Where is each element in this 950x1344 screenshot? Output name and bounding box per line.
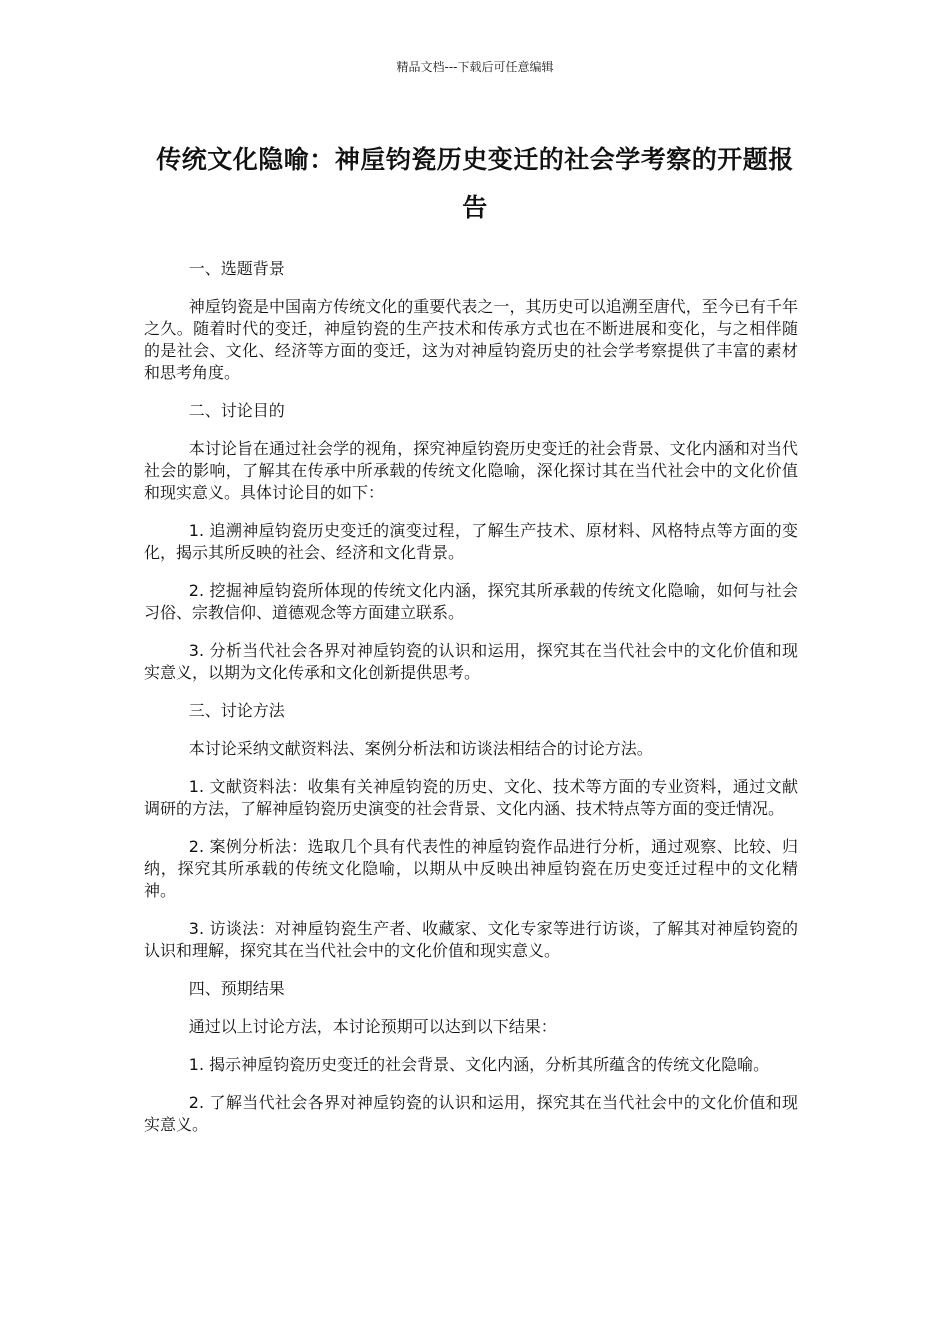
section-heading-background: 一、选题背景: [188, 259, 285, 278]
paragraph: 本讨论采纳文献资料法、案例分析法和访谈法相结合的讨论方法。: [188, 739, 653, 758]
header-note: 精品文档---下载后可任意编辑: [396, 60, 554, 74]
section-heading-method: 三、讨论方法: [188, 701, 285, 720]
section-heading-expected-results: 四、预期结果: [188, 979, 285, 998]
paragraph: 本讨论旨在通过社会学的视角，探究神垕钧瓷历史变迁的社会背景、文化内涵和对当代社会的影响，了解其在传承中所承载的传统文化隐喻，深化探讨其在当代社会中的文化价值和现实意义。具体讨论目的如下：: [144, 439, 798, 502]
section-heading-purpose: 二、讨论目的: [188, 401, 285, 420]
list-item: 1. 追溯神垕钧瓷历史变迁的演变过程，了解生产技术、原材料、风格特点等方面的变化，揭示其所反映的社会、经济和文化背景。: [144, 521, 798, 562]
paragraph: 神垕钧瓷是中国南方传统文化的重要代表之一，其历史可以追溯至唐代，至今已有千年之久。随着时代的变迁，神垕钧瓷的生产技术和传承方式也在不断进展和变化，与之相伴随的是社会、文化、经济等方面的变迁，这为对神垕钧瓷历史的社会学考察提供了丰富的素材和思考角度。: [144, 297, 798, 382]
paragraph: 通过以上讨论方法，本讨论预期可以达到以下结果：: [188, 1017, 557, 1036]
list-item: 1. 揭示神垕钧瓷历史变迁的社会背景、文化内涵，分析其所蕴含的传统文化隐喻。: [188, 1055, 770, 1074]
list-item: 3. 分析当代社会各界对神垕钧瓷的认识和运用，探究其在当代社会中的文化价值和现实意义，以期为文化传承和文化创新提供思考。: [144, 641, 798, 682]
list-item: 2. 案例分析法：选取几个具有代表性的神垕钧瓷作品进行分析，通过观察、比较、归纳，探究其所承载的传统文化隐喻，以期从中反映出神垕钧瓷在历史变迁过程中的文化精神。: [144, 837, 798, 900]
document-body: [144, 258, 798, 1152]
document-title: 传统文化隐喻：神垕钧瓷历史变迁的社会学考察的开题报告: [156, 145, 794, 222]
list-item: 2. 了解当代社会各界对神垕钧瓷的认识和运用，探究其在当代社会中的文化价值和现实意义。: [144, 1093, 798, 1134]
list-item: 1. 文献资料法：收集有关神垕钧瓷的历史、文化、技术等方面的专业资料，通过文献调研的方法，了解神垕钧瓷历史演变的社会背景、文化内涵、技术特点等方面的变迁情况。: [144, 777, 798, 818]
list-item: 2. 挖掘神垕钧瓷所体现的传统文化内涵，探究其所承载的传统文化隐喻，如何与社会习俗、宗教信仰、道德观念等方面建立联系。: [144, 581, 798, 622]
list-item: 3. 访谈法：对神垕钧瓷生产者、收藏家、文化专家等进行访谈，了解其对神垕钧瓷的认识和理解，探究其在当代社会中的文化价值和现实意义。: [144, 919, 798, 960]
